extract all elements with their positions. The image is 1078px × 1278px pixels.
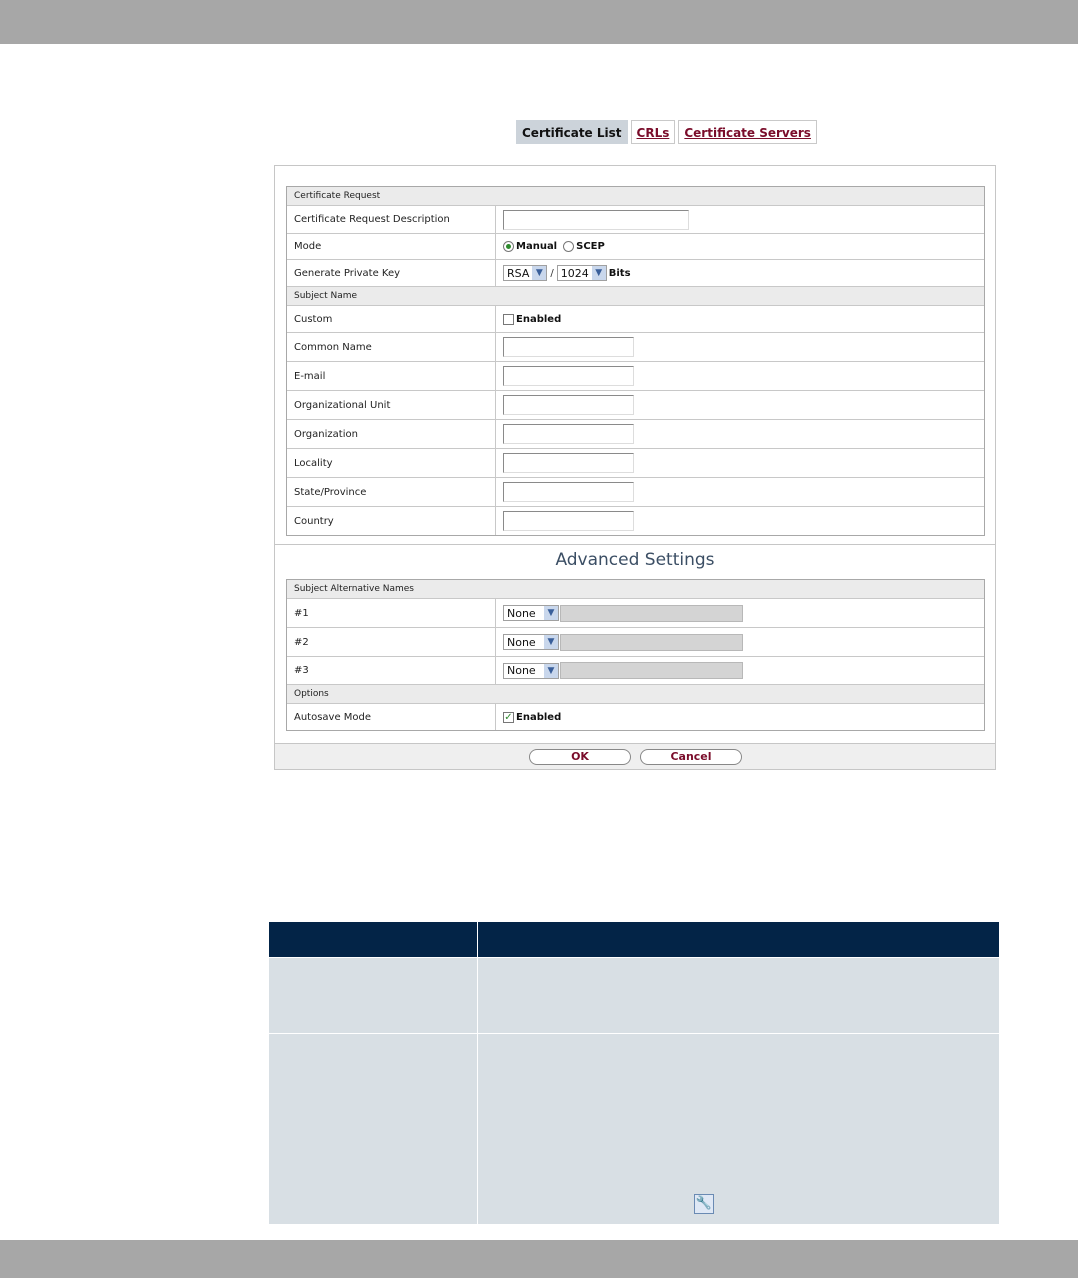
email-label: E-mail — [287, 362, 496, 390]
certificate-request-header: Certificate Request — [287, 187, 984, 206]
common-name-label: Common Name — [287, 333, 496, 361]
alt-name-row — [287, 657, 984, 685]
header-cell — [269, 922, 478, 957]
wrench-icon: 🔧 — [694, 1194, 714, 1214]
chevron-down-icon: ▼ — [544, 606, 558, 620]
alt-names-section — [286, 579, 985, 731]
table-row — [269, 957, 999, 1033]
autosave-enabled-text: Enabled — [516, 711, 562, 723]
mode-row — [287, 234, 984, 260]
mode-scep-radio[interactable] — [563, 241, 574, 252]
custom-checkbox[interactable] — [503, 314, 514, 325]
alt-name-2-select[interactable] — [503, 634, 559, 650]
custom-row — [287, 306, 984, 333]
mode-label: Mode — [287, 234, 496, 259]
field-row — [287, 391, 984, 420]
alt-name-1-label: #1 — [287, 599, 496, 627]
description-table-header — [269, 922, 999, 957]
ok-button[interactable]: OK — [529, 749, 631, 765]
email-input[interactable] — [503, 366, 634, 386]
alt-name-row — [287, 628, 984, 657]
key-algorithm-value: RSA — [507, 266, 530, 280]
top-bar — [0, 0, 1078, 44]
advanced-settings-title[interactable]: Advanced Settings — [275, 544, 995, 578]
tab-certificate-servers[interactable]: Certificate Servers — [678, 120, 817, 144]
key-row — [287, 260, 984, 287]
key-size-value: 1024 — [560, 266, 589, 280]
org-unit-input[interactable] — [503, 395, 634, 415]
custom-enabled-text: Enabled — [516, 313, 562, 325]
description-row — [287, 206, 984, 234]
custom-label: Custom — [287, 306, 496, 332]
state-label: State/Province — [287, 478, 496, 506]
country-label: Country — [287, 507, 496, 535]
bottom-bar — [0, 1240, 1078, 1278]
key-separator: / — [550, 267, 554, 279]
alt-name-1-value: None — [507, 606, 536, 620]
field-row — [287, 507, 984, 535]
field-row — [287, 478, 984, 507]
alt-name-row — [287, 599, 984, 628]
autosave-row — [287, 704, 984, 730]
description-input[interactable] — [503, 210, 689, 230]
state-input[interactable] — [503, 482, 634, 502]
key-label: Generate Private Key — [287, 260, 496, 286]
options-header: Options — [287, 685, 984, 704]
alt-name-2-value: None — [507, 635, 536, 649]
alt-name-3-label: #3 — [287, 657, 496, 684]
locality-label: Locality — [287, 449, 496, 477]
alt-name-2-label: #2 — [287, 628, 496, 656]
certificate-request-panel — [274, 165, 996, 770]
autosave-checkbox[interactable]: ✓ — [504, 711, 513, 723]
alt-name-1-field — [560, 605, 743, 622]
table-row — [269, 1033, 999, 1224]
mode-manual-radio[interactable] — [503, 241, 514, 252]
locality-input[interactable] — [503, 453, 634, 473]
table-cell — [269, 958, 478, 1033]
org-unit-label: Organizational Unit — [287, 391, 496, 419]
autosave-label: Autosave Mode — [287, 704, 496, 730]
description-label: Certificate Request Description — [287, 206, 496, 233]
alt-name-3-field — [560, 662, 743, 679]
field-row — [287, 420, 984, 449]
certificate-request-section — [286, 186, 985, 536]
tab-crls[interactable]: CRLs — [631, 120, 676, 144]
alt-name-1-select[interactable] — [503, 605, 559, 621]
country-input[interactable] — [503, 511, 634, 531]
key-algorithm-select[interactable] — [503, 265, 547, 281]
alt-name-2-field — [560, 634, 743, 651]
field-row — [287, 449, 984, 478]
chevron-down-icon: ▼ — [544, 664, 558, 678]
organization-input[interactable] — [503, 424, 634, 444]
chevron-down-icon: ▼ — [592, 266, 606, 280]
table-cell — [478, 958, 999, 1033]
field-row — [287, 333, 984, 362]
key-unit: Bits — [608, 267, 631, 279]
tab-bar — [516, 120, 817, 144]
header-cell — [478, 922, 999, 957]
alt-name-3-value: None — [507, 664, 536, 677]
alt-name-3-select[interactable] — [503, 663, 559, 679]
button-bar — [275, 743, 995, 769]
subject-name-header: Subject Name — [287, 287, 984, 306]
mode-scep-label: SCEP — [576, 241, 605, 252]
tab-certificate-list[interactable]: Certificate List — [516, 120, 628, 144]
organization-label: Organization — [287, 420, 496, 448]
chevron-down-icon: ▼ — [544, 635, 558, 649]
cancel-button[interactable]: Cancel — [640, 749, 742, 765]
description-table — [269, 922, 999, 1224]
chevron-down-icon: ▼ — [532, 266, 546, 280]
alt-names-header: Subject Alternative Names — [287, 580, 984, 599]
mode-manual-label: Manual — [516, 241, 558, 252]
key-size-select[interactable] — [557, 265, 607, 281]
field-row — [287, 362, 984, 391]
table-cell — [269, 1034, 478, 1224]
common-name-input[interactable] — [503, 337, 634, 357]
table-cell — [478, 1034, 999, 1224]
